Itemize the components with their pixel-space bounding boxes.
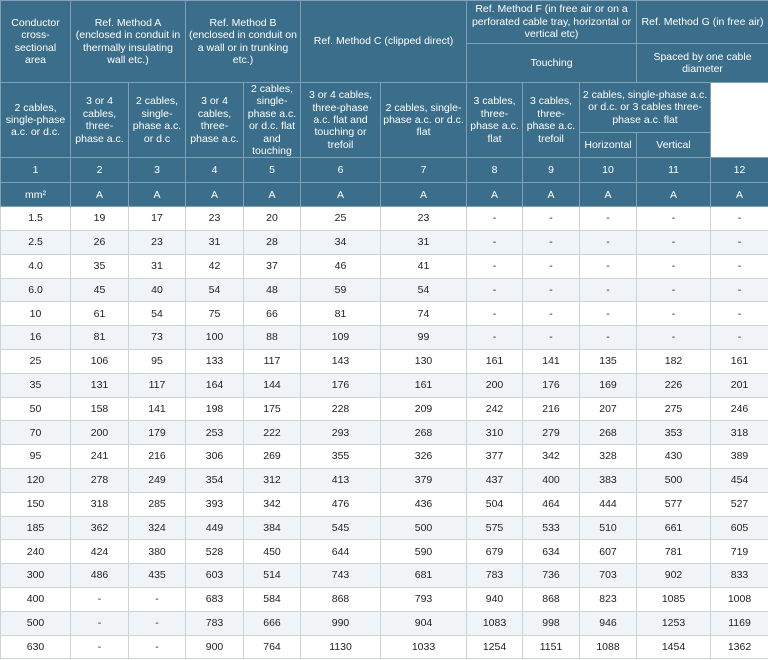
rating-cell: 500 — [637, 469, 711, 493]
rating-cell: 527 — [711, 492, 768, 516]
rating-cell: 20 — [244, 207, 301, 231]
header-b-3cables: 3 or 4 cables, three-phase a.c. — [186, 83, 244, 158]
conductor-area-cell: 630 — [1, 635, 71, 659]
unit-row — [1, 183, 768, 207]
rating-cell: 100 — [186, 326, 244, 350]
unit-cell: A — [711, 183, 768, 207]
rating-cell: 868 — [301, 588, 381, 612]
rating-cell: 764 — [244, 635, 301, 659]
rating-cell: 603 — [186, 564, 244, 588]
rating-cell: 342 — [244, 492, 301, 516]
rating-cell: 1130 — [301, 635, 381, 659]
rating-cell: - — [637, 278, 711, 302]
rating-cell: 575 — [467, 516, 523, 540]
rating-cell: 228 — [301, 397, 381, 421]
rating-cell: - — [523, 278, 580, 302]
rating-cell: 310 — [467, 421, 523, 445]
rating-cell: 59 — [301, 278, 381, 302]
rating-cell: 500 — [381, 516, 467, 540]
rating-cell: - — [71, 611, 129, 635]
rating-cell: 285 — [129, 492, 186, 516]
rating-cell: 54 — [129, 302, 186, 326]
rating-cell: 681 — [381, 564, 467, 588]
unit-cell: A — [244, 183, 301, 207]
rating-cell: 577 — [637, 492, 711, 516]
col-number: 10 — [580, 158, 637, 183]
header-touching: Touching — [467, 44, 637, 83]
header-area: Conductor cross-sectional area — [1, 1, 71, 83]
rating-cell: 226 — [637, 373, 711, 397]
rating-cell: 318 — [71, 492, 129, 516]
rating-cell: - — [637, 231, 711, 255]
rating-cell: 241 — [71, 445, 129, 469]
conductor-area-cell: 95 — [1, 445, 71, 469]
table-row — [1, 421, 768, 445]
rating-cell: 679 — [467, 540, 523, 564]
rating-cell: 1008 — [711, 588, 768, 612]
rating-cell: 35 — [71, 254, 129, 278]
rating-cell: - — [711, 254, 768, 278]
rating-cell: 81 — [301, 302, 381, 326]
rating-cell: 719 — [711, 540, 768, 564]
rating-cell: 109 — [301, 326, 381, 350]
rating-cell: 868 — [523, 588, 580, 612]
rating-cell: - — [523, 207, 580, 231]
rating-cell: 783 — [467, 564, 523, 588]
rating-cell: 200 — [467, 373, 523, 397]
rating-cell: 201 — [711, 373, 768, 397]
rating-cell: 249 — [129, 469, 186, 493]
header-method-b: Ref. Method B (enclosed in conduit on a wall or in trunking etc.) — [186, 1, 301, 83]
rating-cell: 278 — [71, 469, 129, 493]
table-body — [1, 207, 768, 659]
rating-cell: 34 — [301, 231, 381, 255]
rating-cell: 306 — [186, 445, 244, 469]
rating-cell: 207 — [580, 397, 637, 421]
header-spaced: Spaced by one cable diameter — [637, 44, 768, 83]
rating-cell: 528 — [186, 540, 244, 564]
rating-cell: 135 — [580, 350, 637, 374]
rating-cell: 312 — [244, 469, 301, 493]
rating-cell: 23 — [129, 231, 186, 255]
rating-cell: 17 — [129, 207, 186, 231]
rating-cell: 362 — [71, 516, 129, 540]
rating-cell: 117 — [244, 350, 301, 374]
rating-cell: - — [711, 278, 768, 302]
rating-cell: - — [71, 588, 129, 612]
rating-cell: 781 — [637, 540, 711, 564]
rating-cell: 131 — [71, 373, 129, 397]
rating-cell: 533 — [523, 516, 580, 540]
table-row — [1, 350, 768, 374]
rating-cell: 73 — [129, 326, 186, 350]
col-number: 3 — [129, 158, 186, 183]
rating-cell: 683 — [186, 588, 244, 612]
col-number: 11 — [637, 158, 711, 183]
table-row — [1, 588, 768, 612]
rating-cell: 253 — [186, 421, 244, 445]
rating-cell: 141 — [129, 397, 186, 421]
rating-cell: - — [467, 278, 523, 302]
rating-cell: 545 — [301, 516, 381, 540]
rating-cell: 40 — [129, 278, 186, 302]
rating-cell: 275 — [637, 397, 711, 421]
rating-cell: 42 — [186, 254, 244, 278]
rating-cell: 133 — [186, 350, 244, 374]
rating-cell: 176 — [301, 373, 381, 397]
table-row — [1, 231, 768, 255]
table-row — [1, 326, 768, 350]
rating-cell: 169 — [580, 373, 637, 397]
rating-cell: 158 — [71, 397, 129, 421]
rating-cell: 464 — [523, 492, 580, 516]
rating-cell: 355 — [301, 445, 381, 469]
rating-cell: 342 — [523, 445, 580, 469]
rating-cell: 486 — [71, 564, 129, 588]
conductor-area-cell: 300 — [1, 564, 71, 588]
rating-cell: - — [467, 326, 523, 350]
rating-cell: 634 — [523, 540, 580, 564]
conductor-area-cell: 185 — [1, 516, 71, 540]
rating-cell: 1033 — [381, 635, 467, 659]
rating-cell: 31 — [186, 231, 244, 255]
rating-cell: - — [523, 326, 580, 350]
rating-cell: 605 — [711, 516, 768, 540]
rating-cell: 216 — [523, 397, 580, 421]
table-row — [1, 397, 768, 421]
rating-cell: 117 — [129, 373, 186, 397]
header-vertical: Vertical — [637, 132, 711, 157]
header-f-3trefoil: 3 cables, three-phase a.c. trefoil — [523, 83, 580, 158]
unit-cell: A — [381, 183, 467, 207]
rating-cell: 436 — [381, 492, 467, 516]
rating-cell: 179 — [129, 421, 186, 445]
rating-cell: - — [711, 326, 768, 350]
rating-cell: 31 — [129, 254, 186, 278]
rating-cell: 736 — [523, 564, 580, 588]
rating-cell: 41 — [381, 254, 467, 278]
conductor-area-cell: 240 — [1, 540, 71, 564]
rating-cell: - — [467, 254, 523, 278]
header-method-g: Ref. Method G (in free air) — [637, 1, 768, 44]
rating-cell: 793 — [381, 588, 467, 612]
rating-cell: - — [523, 254, 580, 278]
rating-cell: 783 — [186, 611, 244, 635]
rating-cell: 444 — [580, 492, 637, 516]
rating-cell: 143 — [301, 350, 381, 374]
rating-cell: 590 — [381, 540, 467, 564]
conductor-area-cell: 25 — [1, 350, 71, 374]
rating-cell: - — [129, 611, 186, 635]
rating-cell: 1253 — [637, 611, 711, 635]
rating-cell: - — [637, 207, 711, 231]
unit-cell: A — [467, 183, 523, 207]
rating-cell: 182 — [637, 350, 711, 374]
table-row — [1, 635, 768, 659]
rating-cell: 450 — [244, 540, 301, 564]
rating-cell: 833 — [711, 564, 768, 588]
rating-cell: 454 — [711, 469, 768, 493]
col-number: 1 — [1, 158, 71, 183]
header-f-2cables: 2 cables, single-phase a.c. or d.c. flat — [381, 83, 467, 158]
rating-cell: 393 — [186, 492, 244, 516]
rating-cell: 383 — [580, 469, 637, 493]
rating-cell: 326 — [381, 445, 467, 469]
rating-cell: 31 — [381, 231, 467, 255]
table-row — [1, 540, 768, 564]
conductor-area-cell: 10 — [1, 302, 71, 326]
rating-cell: - — [129, 635, 186, 659]
table-row — [1, 373, 768, 397]
rating-cell: - — [580, 302, 637, 326]
rating-cell: - — [580, 254, 637, 278]
conductor-area-cell: 120 — [1, 469, 71, 493]
header-f-3flat: 3 cables, three-phase a.c. flat — [467, 83, 523, 158]
rating-cell: 54 — [381, 278, 467, 302]
col-number: 6 — [301, 158, 381, 183]
rating-cell: 54 — [186, 278, 244, 302]
rating-cell: 164 — [186, 373, 244, 397]
rating-cell: 200 — [71, 421, 129, 445]
rating-cell: - — [637, 254, 711, 278]
rating-cell: 37 — [244, 254, 301, 278]
col-number: 5 — [244, 158, 301, 183]
rating-cell: 268 — [381, 421, 467, 445]
rating-cell: 161 — [381, 373, 467, 397]
header-method-c: Ref. Method C (clipped direct) — [301, 1, 467, 83]
rating-cell: 216 — [129, 445, 186, 469]
rating-cell: - — [711, 207, 768, 231]
table-row — [1, 207, 768, 231]
rating-cell: - — [711, 302, 768, 326]
rating-cell: 328 — [580, 445, 637, 469]
rating-cell: 990 — [301, 611, 381, 635]
rating-cell: - — [467, 207, 523, 231]
rating-cell: 504 — [467, 492, 523, 516]
rating-cell: 28 — [244, 231, 301, 255]
table-row — [1, 492, 768, 516]
rating-cell: 74 — [381, 302, 467, 326]
rating-cell: - — [711, 231, 768, 255]
rating-cell: 384 — [244, 516, 301, 540]
conductor-area-cell: 70 — [1, 421, 71, 445]
rating-cell: 45 — [71, 278, 129, 302]
rating-cell: 141 — [523, 350, 580, 374]
rating-cell: 902 — [637, 564, 711, 588]
rating-cell: 75 — [186, 302, 244, 326]
rating-cell: 268 — [580, 421, 637, 445]
rating-cell: 175 — [244, 397, 301, 421]
conductor-area-cell: 6.0 — [1, 278, 71, 302]
rating-cell: 1454 — [637, 635, 711, 659]
unit-cell: A — [580, 183, 637, 207]
table-row — [1, 445, 768, 469]
rating-cell: - — [637, 302, 711, 326]
rating-cell: - — [637, 326, 711, 350]
col-number: 8 — [467, 158, 523, 183]
rating-cell: 703 — [580, 564, 637, 588]
conductor-area-cell: 400 — [1, 588, 71, 612]
rating-cell: 998 — [523, 611, 580, 635]
conductor-area-cell: 50 — [1, 397, 71, 421]
rating-cell: 324 — [129, 516, 186, 540]
rating-cell: 946 — [580, 611, 637, 635]
column-number-row — [1, 158, 768, 183]
rating-cell: 25 — [301, 207, 381, 231]
rating-cell: 318 — [711, 421, 768, 445]
header-a-2cables: 2 cables, single-phase a.c. or d.c. — [1, 83, 71, 158]
rating-cell: 413 — [301, 469, 381, 493]
conductor-area-cell: 16 — [1, 326, 71, 350]
header-horizontal: Horizontal — [580, 132, 637, 157]
col-number: 7 — [381, 158, 467, 183]
rating-cell: 1085 — [637, 588, 711, 612]
table-row — [1, 611, 768, 635]
rating-cell: 389 — [711, 445, 768, 469]
rating-cell: 66 — [244, 302, 301, 326]
header-method-a: Ref. Method A (enclosed in conduit in thermally insulating wall etc.) — [71, 1, 186, 83]
conductor-area-cell: 35 — [1, 373, 71, 397]
rating-cell: 99 — [381, 326, 467, 350]
col-number: 4 — [186, 158, 244, 183]
rating-cell: 269 — [244, 445, 301, 469]
rating-cell: 144 — [244, 373, 301, 397]
rating-cell: 279 — [523, 421, 580, 445]
rating-cell: 354 — [186, 469, 244, 493]
rating-cell: 48 — [244, 278, 301, 302]
rating-cell: 246 — [711, 397, 768, 421]
rating-cell: 81 — [71, 326, 129, 350]
header-method-f: Ref. Method F (in free air or on a perforated cable tray, horizontal or vertical etc) — [467, 1, 637, 44]
rating-cell: 904 — [381, 611, 467, 635]
rating-cell: 437 — [467, 469, 523, 493]
col-number: 2 — [71, 158, 129, 183]
rating-cell: 61 — [71, 302, 129, 326]
rating-cell: 198 — [186, 397, 244, 421]
rating-cell: 476 — [301, 492, 381, 516]
unit-cell: A — [186, 183, 244, 207]
rating-cell: 95 — [129, 350, 186, 374]
rating-cell: 584 — [244, 588, 301, 612]
rating-cell: 377 — [467, 445, 523, 469]
rating-cell: - — [580, 207, 637, 231]
rating-cell: 130 — [381, 350, 467, 374]
rating-cell: 1254 — [467, 635, 523, 659]
table-row — [1, 564, 768, 588]
rating-cell: 644 — [301, 540, 381, 564]
unit-cell: A — [129, 183, 186, 207]
rating-cell: 222 — [244, 421, 301, 445]
conductor-area-cell: 1.5 — [1, 207, 71, 231]
rating-cell: 88 — [244, 326, 301, 350]
rating-cell: 379 — [381, 469, 467, 493]
rating-cell: 46 — [301, 254, 381, 278]
header-c-3cables: 3 or 4 cables, three-phase a.c. flat and touching or trefoil — [301, 83, 381, 158]
rating-cell: 26 — [71, 231, 129, 255]
rating-cell: 161 — [711, 350, 768, 374]
rating-cell: - — [580, 326, 637, 350]
rating-cell: 940 — [467, 588, 523, 612]
rating-cell: 1362 — [711, 635, 768, 659]
rating-cell: 23 — [381, 207, 467, 231]
rating-cell: - — [71, 635, 129, 659]
rating-cell: 510 — [580, 516, 637, 540]
rating-cell: 1083 — [467, 611, 523, 635]
rating-cell: - — [580, 231, 637, 255]
header-b-2cables: 2 cables, single-phase a.c. or d.c — [129, 83, 186, 158]
rating-cell: 666 — [244, 611, 301, 635]
rating-cell: - — [467, 231, 523, 255]
conductor-area-cell: 150 — [1, 492, 71, 516]
rating-cell: 23 — [186, 207, 244, 231]
header-g-cables: 2 cables, single-phase a.c. or d.c. or 3 cables three-phase a.c. flat — [580, 83, 711, 133]
rating-cell: 209 — [381, 397, 467, 421]
unit-cell: A — [301, 183, 381, 207]
rating-cell: 430 — [637, 445, 711, 469]
rating-cell: 242 — [467, 397, 523, 421]
rating-cell: - — [523, 302, 580, 326]
unit-cell: A — [523, 183, 580, 207]
rating-cell: 823 — [580, 588, 637, 612]
col-number: 12 — [711, 158, 768, 183]
col-number: 9 — [523, 158, 580, 183]
unit-cell: mm² — [1, 183, 71, 207]
unit-cell: A — [637, 183, 711, 207]
table-row — [1, 254, 768, 278]
rating-cell: 19 — [71, 207, 129, 231]
table-row — [1, 302, 768, 326]
rating-cell: 353 — [637, 421, 711, 445]
rating-cell: - — [129, 588, 186, 612]
conductor-area-cell: 2.5 — [1, 231, 71, 255]
rating-cell: 900 — [186, 635, 244, 659]
header-c-2cables: 2 cables, single-phase a.c. or d.c. flat and touching — [244, 83, 301, 158]
table-row — [1, 469, 768, 493]
rating-cell: - — [523, 231, 580, 255]
rating-cell: 1151 — [523, 635, 580, 659]
conductor-area-cell: 4.0 — [1, 254, 71, 278]
conductor-area-cell: 500 — [1, 611, 71, 635]
rating-cell: 380 — [129, 540, 186, 564]
header-a-3cables: 3 or 4 cables, three-phase a.c. — [71, 83, 129, 158]
rating-cell: 607 — [580, 540, 637, 564]
rating-cell: 514 — [244, 564, 301, 588]
rating-cell: 435 — [129, 564, 186, 588]
rating-cell: 293 — [301, 421, 381, 445]
rating-cell: 106 — [71, 350, 129, 374]
rating-cell: 176 — [523, 373, 580, 397]
unit-cell: A — [71, 183, 129, 207]
rating-cell: 661 — [637, 516, 711, 540]
rating-cell: 424 — [71, 540, 129, 564]
rating-cell: - — [467, 302, 523, 326]
rating-cell: 449 — [186, 516, 244, 540]
rating-cell: 743 — [301, 564, 381, 588]
rating-cell: 1088 — [580, 635, 637, 659]
rating-cell: 161 — [467, 350, 523, 374]
rating-cell: 1169 — [711, 611, 768, 635]
rating-cell: - — [580, 278, 637, 302]
rating-cell: 400 — [523, 469, 580, 493]
table-row — [1, 516, 768, 540]
table-row — [1, 278, 768, 302]
table-header — [1, 1, 768, 207]
